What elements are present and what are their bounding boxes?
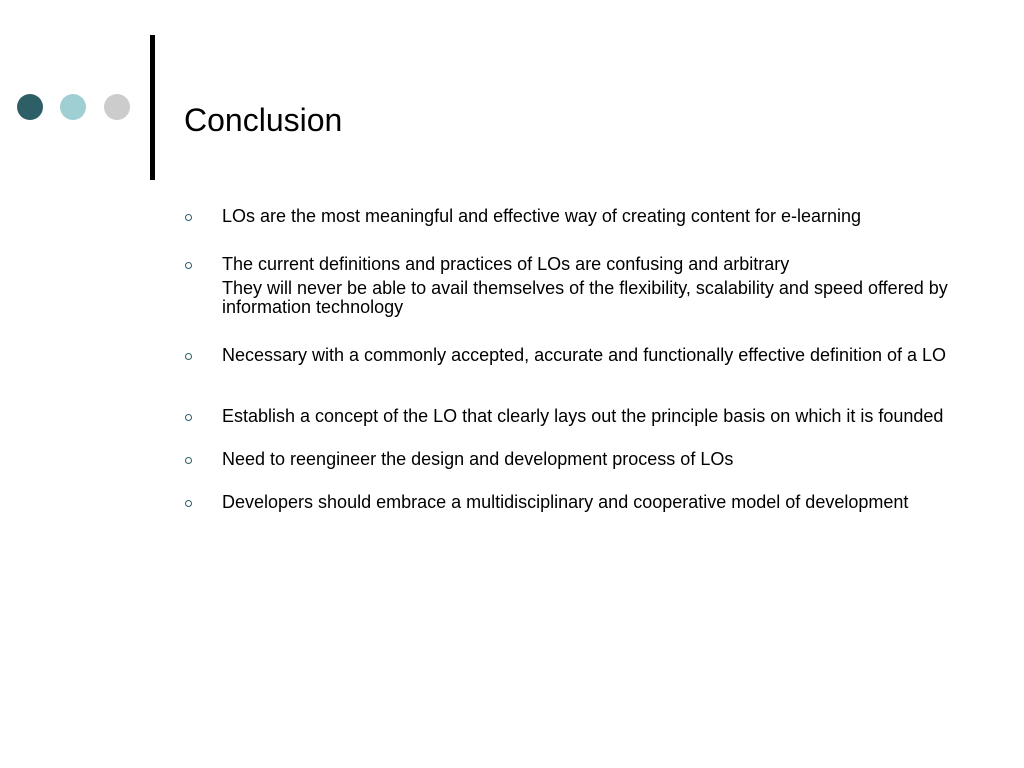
bullet-text: Establish a concept of the LO that clearly lays out the principle basis on which it is founded bbox=[222, 406, 944, 426]
bullet-item bbox=[184, 450, 954, 469]
bullet-text: Need to reengineer the design and development process of LOs bbox=[222, 449, 734, 469]
bullet-circle-icon bbox=[185, 457, 192, 464]
decorative-dot-dark bbox=[17, 94, 43, 120]
bullet-item bbox=[184, 407, 954, 426]
bullet-item bbox=[184, 255, 954, 317]
bullet-text: Developers should embrace a multidisciplinary and cooperative model of development bbox=[222, 492, 909, 512]
bullet-text: Necessary with a commonly accepted, accurate and functionally effective definition of a LO bbox=[222, 345, 947, 365]
bullet-text: The current definitions and practices of LOs are confusing and arbitrary bbox=[222, 254, 790, 274]
bullet-circle-icon bbox=[185, 414, 192, 421]
title-divider bbox=[150, 35, 155, 180]
bullet-circle-icon bbox=[185, 353, 192, 360]
bullet-circle-icon bbox=[185, 214, 192, 221]
bullet-text: LOs are the most meaningful and effective way of creating content for e-learning bbox=[222, 206, 862, 226]
bullet-list bbox=[184, 207, 954, 512]
slide-title: Conclusion bbox=[184, 102, 343, 138]
bullet-circle-icon bbox=[185, 262, 192, 269]
bullet-continuation-text: They will never be able to avail themselves of the flexibility, scalability and speed offered by information technology bbox=[222, 278, 948, 317]
bullet-item bbox=[184, 346, 954, 365]
decorative-dot-gray bbox=[104, 94, 130, 120]
bullet-item bbox=[184, 493, 954, 512]
bullet-item bbox=[184, 207, 954, 226]
bullet-circle-icon bbox=[185, 500, 192, 507]
decorative-dot-teal bbox=[60, 94, 86, 120]
